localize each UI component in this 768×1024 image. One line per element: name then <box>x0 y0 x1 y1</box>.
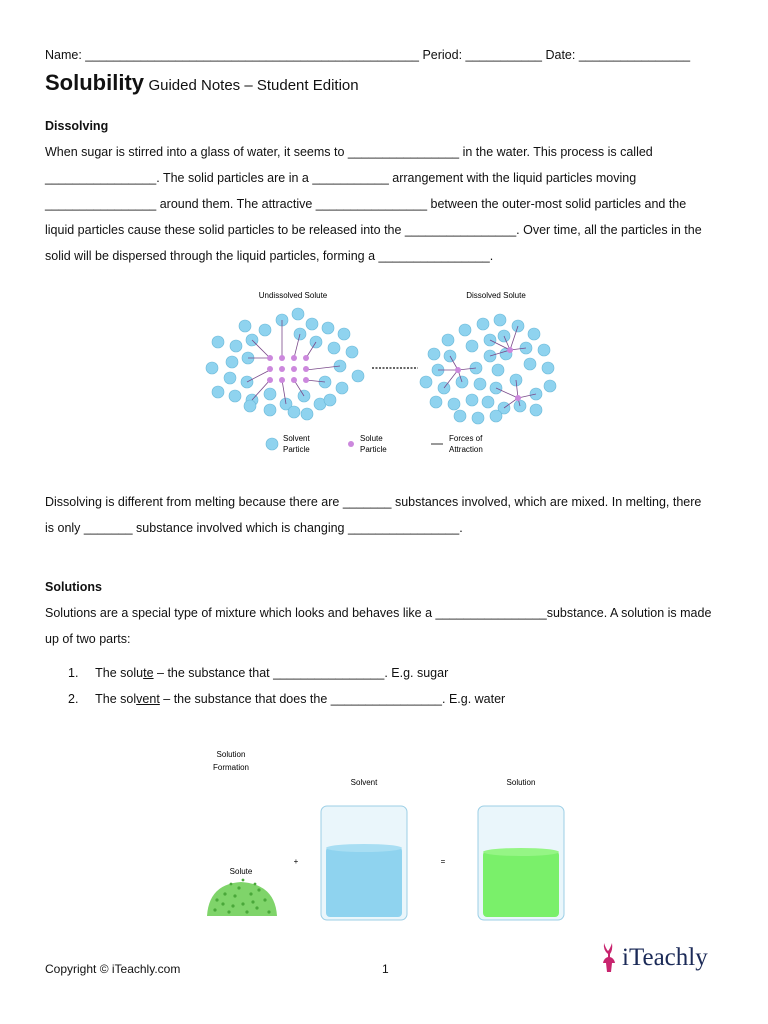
legend-forces-label: Forces of <box>449 434 483 443</box>
list-item <box>68 666 448 680</box>
solute-label: Solute <box>229 867 253 876</box>
list-text: – the substance that ________________. E.g. sugar <box>153 666 449 680</box>
solvent-beaker <box>321 806 407 920</box>
list-text: The sol <box>95 692 137 706</box>
legend-solute-label: Solute <box>360 434 383 443</box>
list-item <box>68 692 505 706</box>
list-text: The solu <box>95 666 144 680</box>
solvent-label: Solvent <box>350 778 378 787</box>
paragraph-line: up of two parts: <box>45 632 131 646</box>
legend-solvent-label: Solvent <box>283 434 310 443</box>
plus-sign: + <box>293 857 299 866</box>
paragraph-line: ________________. The solid particles are in a ___________ arrangement with the liquid particles moving <box>45 171 637 185</box>
solute-pile <box>207 879 277 916</box>
logo-figure-icon <box>598 941 620 975</box>
legend-solute-label: Particle <box>360 445 387 454</box>
undissolved-solute-label: Undissolved Solute <box>258 291 328 300</box>
dissolved-solvent-particles <box>420 314 556 424</box>
particle-diagram <box>200 284 570 460</box>
itechly-logo <box>598 940 708 976</box>
paragraph-line: When sugar is stirred into a glass of water, it seems to ________________ in the water. This process is called <box>45 145 653 159</box>
paragraph-line: Solutions are a special type of mixture which looks and behaves like a ________________substance. A solution is made <box>45 606 712 620</box>
page-number: 1 <box>382 962 389 976</box>
list-number: 2. <box>68 692 79 706</box>
solution-formation-diagram <box>195 744 585 930</box>
paragraph-line: liquid particles cause these solid particles to be released into the ________________. Over time, all the particles in the <box>45 223 702 237</box>
solution-label: Solution <box>506 778 536 787</box>
section-heading-solutions: Solutions <box>45 580 102 594</box>
undissolved-solute-particles <box>267 355 309 383</box>
student-fields-line: Name: ________________________________________________ Period: ___________ Date: ________________ <box>45 48 691 62</box>
legend-solvent-label: Particle <box>283 445 310 454</box>
paragraph-line: solid will be dispersed through the liquid particles, forming a ________________. <box>45 249 494 263</box>
legend-solvent-swatch <box>266 438 278 450</box>
copyright-text: Copyright © iTeachly.com <box>45 962 181 976</box>
section-heading-dissolving: Dissolving <box>45 119 109 133</box>
paragraph-line: Dissolving is different from melting because there are _______ substances involved, which are mixed. In melting, there <box>45 495 702 509</box>
page-title: Solubility <box>45 70 144 95</box>
list-underlined-text: vent <box>136 692 160 706</box>
formation-title: Solution <box>216 750 246 759</box>
page-title-block <box>45 70 359 96</box>
page-subtitle: Guided Notes – Student Edition <box>148 77 359 94</box>
equals-sign: = <box>440 857 446 866</box>
formation-title: Formation <box>212 763 250 772</box>
list-underlined-text: te <box>143 666 154 680</box>
list-text: – the substance that does the ________________. E.g. water <box>159 692 506 706</box>
undissolved-solvent-particles <box>206 308 364 420</box>
paragraph-line: ________________ around them. The attractive ________________ between the outer-most solid particles and the <box>45 197 687 211</box>
legend-solute-swatch <box>348 441 354 447</box>
dissolved-solute-label: Dissolved Solute <box>466 291 526 300</box>
solution-beaker <box>478 806 564 920</box>
legend-forces-label: Attraction <box>449 445 483 454</box>
logo-text: iTeachly <box>622 944 708 971</box>
paragraph-line: is only _______ substance involved which is changing ________________. <box>45 521 463 535</box>
list-number: 1. <box>68 666 79 680</box>
